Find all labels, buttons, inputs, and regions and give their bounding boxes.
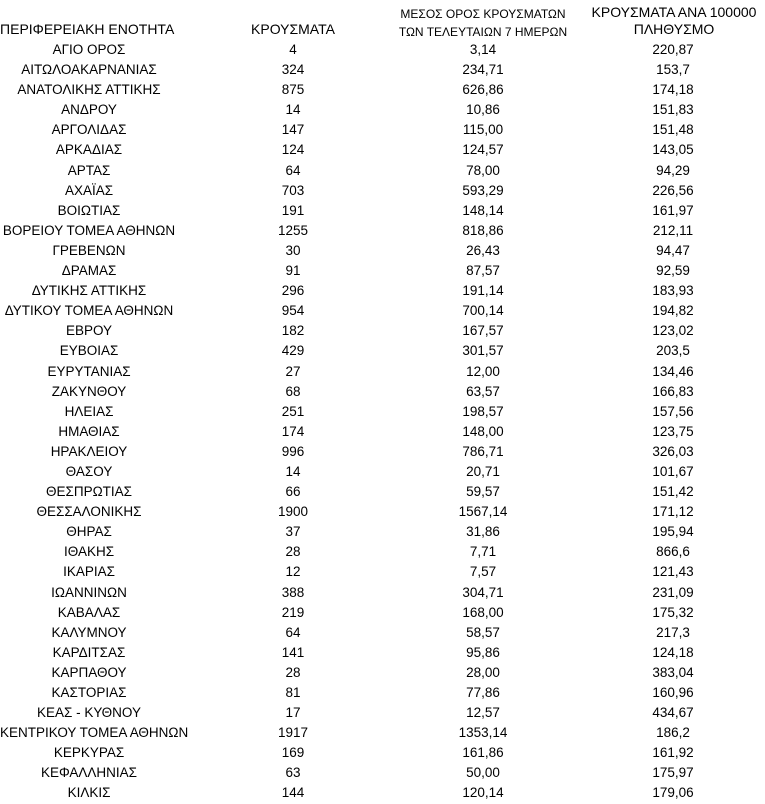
table-row bbox=[0, 683, 765, 703]
region-cell: ΑΝΔΡΟΥ bbox=[61, 102, 117, 118]
per100k-cell: 94,47 bbox=[656, 242, 690, 258]
avg-cell: 198,57 bbox=[462, 403, 504, 419]
table-row bbox=[0, 80, 765, 100]
avg-cell: 115,00 bbox=[462, 122, 504, 138]
per100k-cell: 166,83 bbox=[652, 383, 694, 399]
cases-cell: 4 bbox=[289, 42, 297, 57]
table-body bbox=[0, 40, 765, 804]
cases-cell: 91 bbox=[285, 263, 301, 279]
cases-cell: 1900 bbox=[277, 504, 309, 520]
cases-cell: 64 bbox=[285, 162, 301, 178]
region-cell: ΙΘΑΚΗΣ bbox=[63, 544, 115, 560]
cases-cell: 1255 bbox=[277, 222, 309, 238]
avg-cell: 12,00 bbox=[466, 363, 500, 379]
cases-cell: 147 bbox=[281, 122, 305, 138]
per100k-cell: 220,87 bbox=[652, 42, 694, 57]
avg-cell: 77,86 bbox=[466, 685, 500, 700]
per100k-cell: 212,11 bbox=[652, 222, 694, 238]
per100k-cell: 124,18 bbox=[652, 644, 694, 660]
region-cell: ΙΩΑΝΝΙΝΩΝ bbox=[51, 584, 127, 600]
region-cell: ΖΑΚΥΝΘΟΥ bbox=[51, 383, 127, 399]
avg-cell: 191,14 bbox=[462, 283, 504, 299]
avg-cell: 786,71 bbox=[462, 443, 504, 459]
table-row bbox=[0, 663, 765, 683]
per100k-cell: 153,7 bbox=[656, 62, 690, 78]
avg-cell: 1567,14 bbox=[458, 504, 508, 520]
header-avg-line2: ΤΩΝ ΤΕΛΕΥΤΑΙΩΝ 7 ΗΜΕΡΩΝ bbox=[398, 25, 568, 39]
avg-cell: 148,00 bbox=[462, 423, 504, 439]
avg-cell: 95,86 bbox=[466, 644, 500, 660]
region-cell: ΒΟΙΩΤΙΑΣ bbox=[57, 202, 121, 218]
avg-cell: 301,57 bbox=[462, 343, 504, 359]
avg-cell: 168,00 bbox=[462, 604, 504, 620]
avg-cell: 10,86 bbox=[466, 102, 500, 118]
avg-cell: 593,29 bbox=[462, 182, 504, 198]
region-cell: ΚΑΣΤΟΡΙΑΣ bbox=[51, 685, 127, 700]
per100k-cell: 866,6 bbox=[656, 544, 690, 560]
region-cell: ΑΡΓΟΛΙΔΑΣ bbox=[51, 122, 127, 138]
table-row bbox=[0, 723, 765, 743]
cases-cell: 63 bbox=[285, 765, 301, 781]
table-row bbox=[0, 241, 765, 261]
per100k-cell: 134,46 bbox=[652, 363, 694, 379]
cases-cell: 81 bbox=[285, 685, 301, 700]
region-cell: ΑΡΤΑΣ bbox=[67, 162, 111, 178]
region-cell: ΗΛΕΙΑΣ bbox=[64, 403, 114, 419]
table-row bbox=[0, 201, 765, 221]
per100k-cell: 161,97 bbox=[652, 202, 694, 218]
avg-cell: 120,14 bbox=[462, 785, 504, 801]
table-row bbox=[0, 181, 765, 201]
cases-cell: 429 bbox=[281, 343, 305, 359]
table-row bbox=[0, 783, 765, 803]
avg-cell: 50,00 bbox=[466, 765, 500, 781]
region-cell: ΚΑΡΠΑΘΟΥ bbox=[51, 664, 127, 680]
region-cell: ΕΒΡΟΥ bbox=[65, 323, 113, 339]
cases-cell: 174 bbox=[281, 423, 305, 439]
per100k-cell: 203,5 bbox=[656, 343, 690, 359]
header-cases-per-100k bbox=[586, 4, 762, 38]
cases-cell: 875 bbox=[281, 82, 305, 98]
cases-cell: 219 bbox=[281, 604, 305, 620]
region-cell: ΚΕΑΣ - ΚΥΘΝΟΥ bbox=[37, 705, 141, 721]
region-cell: ΘΕΣΠΡΩΤΙΑΣ bbox=[45, 484, 133, 500]
table-row bbox=[0, 60, 765, 80]
cases-cell: 141 bbox=[281, 644, 305, 660]
table-row bbox=[0, 462, 765, 482]
region-cell: ΑΝΑΤΟΛΙΚΗΣ ΑΤΤΙΚΗΣ bbox=[17, 82, 161, 98]
region-cell: ΕΥΒΟΙΑΣ bbox=[59, 343, 119, 359]
cases-cell: 324 bbox=[281, 62, 305, 78]
cases-cell: 27 bbox=[285, 363, 301, 379]
cases-cell: 14 bbox=[285, 463, 301, 479]
region-cell: ΗΜΑΘΙΑΣ bbox=[58, 423, 120, 439]
region-cell: ΕΥΡΥΤΑΝΙΑΣ bbox=[47, 363, 131, 379]
per100k-cell: 179,06 bbox=[652, 785, 694, 801]
per100k-cell: 94,29 bbox=[656, 162, 690, 178]
region-cell: ΚΑΛΥΜΝΟΥ bbox=[51, 624, 127, 640]
table-row bbox=[0, 542, 765, 562]
region-cell: ΚΑΒΑΛΑΣ bbox=[57, 604, 121, 620]
region-cell: ΘΗΡΑΣ bbox=[66, 524, 112, 540]
per100k-cell: 161,92 bbox=[652, 745, 694, 761]
avg-cell: 626,86 bbox=[462, 82, 504, 98]
header-seven-day-average bbox=[378, 5, 588, 41]
table-row bbox=[0, 522, 765, 542]
cases-cell: 66 bbox=[285, 484, 301, 500]
region-cell: ΘΑΣΟΥ bbox=[65, 463, 113, 479]
per100k-cell: 123,02 bbox=[652, 323, 694, 339]
cases-cell: 30 bbox=[285, 242, 301, 258]
region-cell: ΚΕΝΤΡΙΚΟΥ ΤΟΜΕΑ ΑΘΗΝΩΝ bbox=[0, 725, 189, 741]
cases-cell: 64 bbox=[285, 624, 301, 640]
header-per-line2: ΠΛΗΘΥΣΜΟ bbox=[633, 21, 715, 37]
cases-cell: 28 bbox=[285, 544, 301, 560]
per100k-cell: 92,59 bbox=[656, 263, 690, 279]
region-cell: ΑΧΑΪΑΣ bbox=[64, 182, 114, 198]
avg-cell: 28,00 bbox=[466, 664, 500, 680]
per100k-cell: 123,75 bbox=[652, 423, 694, 439]
region-cell: ΔΥΤΙΚΟΥ ΤΟΜΕΑ ΑΘΗΝΩΝ bbox=[4, 303, 174, 319]
per100k-cell: 151,42 bbox=[652, 484, 694, 500]
avg-cell: 20,71 bbox=[466, 463, 500, 479]
cases-cell: 1917 bbox=[277, 725, 309, 741]
cases-cell: 251 bbox=[281, 403, 305, 419]
per100k-cell: 226,56 bbox=[652, 182, 694, 198]
avg-cell: 7,71 bbox=[469, 544, 497, 560]
table-row bbox=[0, 562, 765, 582]
per100k-cell: 160,96 bbox=[652, 685, 694, 700]
region-cell: ΘΕΣΣΑΛΟΝΙΚΗΣ bbox=[36, 504, 142, 520]
avg-cell: 7,57 bbox=[469, 564, 497, 580]
avg-cell: 148,14 bbox=[462, 202, 504, 218]
table-row bbox=[0, 623, 765, 643]
avg-cell: 818,86 bbox=[462, 222, 504, 238]
table-row bbox=[0, 261, 765, 281]
avg-cell: 304,71 bbox=[462, 584, 504, 600]
header-cases: ΚΡΟΥΣΜΑΤΑ bbox=[251, 21, 335, 37]
per100k-cell: 383,04 bbox=[652, 664, 694, 680]
region-cell: ΑΓΙΟ ΟΡΟΣ bbox=[52, 42, 126, 57]
cases-cell: 388 bbox=[281, 584, 305, 600]
per100k-cell: 194,82 bbox=[652, 303, 694, 319]
table-row bbox=[0, 703, 765, 723]
table-row bbox=[0, 120, 765, 140]
per100k-cell: 231,09 bbox=[652, 584, 694, 600]
per100k-cell: 175,97 bbox=[652, 765, 694, 781]
table-row bbox=[0, 321, 765, 341]
table-row bbox=[0, 362, 765, 382]
per100k-cell: 434,67 bbox=[652, 705, 694, 721]
region-cell: ΚΙΛΚΙΣ bbox=[67, 785, 111, 801]
avg-cell: 3,14 bbox=[469, 42, 497, 57]
avg-cell: 1353,14 bbox=[458, 725, 508, 741]
region-cell: ΑΡΚΑΔΙΑΣ bbox=[55, 142, 123, 158]
table-row bbox=[0, 482, 765, 502]
table-row bbox=[0, 221, 765, 241]
cases-cell: 703 bbox=[281, 182, 305, 198]
avg-cell: 59,57 bbox=[466, 484, 500, 500]
per100k-cell: 326,03 bbox=[652, 443, 694, 459]
per100k-cell: 171,12 bbox=[652, 504, 694, 520]
cases-cell: 17 bbox=[285, 705, 301, 721]
per100k-cell: 175,32 bbox=[652, 604, 694, 620]
avg-cell: 26,43 bbox=[466, 242, 500, 258]
region-cell: ΔΡΑΜΑΣ bbox=[61, 263, 117, 279]
avg-cell: 12,57 bbox=[466, 705, 500, 721]
region-cell: ΚΑΡΔΙΤΣΑΣ bbox=[52, 644, 126, 660]
cases-cell: 182 bbox=[281, 323, 305, 339]
avg-cell: 87,57 bbox=[466, 263, 500, 279]
avg-cell: 78,00 bbox=[466, 162, 500, 178]
per100k-cell: 143,05 bbox=[652, 142, 694, 158]
table-row bbox=[0, 382, 765, 402]
per100k-cell: 101,67 bbox=[652, 463, 694, 479]
per100k-cell: 151,48 bbox=[652, 122, 694, 138]
avg-cell: 31,86 bbox=[466, 524, 500, 540]
per100k-cell: 174,18 bbox=[652, 82, 694, 98]
avg-cell: 167,57 bbox=[462, 323, 504, 339]
per100k-cell: 183,93 bbox=[652, 283, 694, 299]
table-row bbox=[0, 422, 765, 442]
cases-cell: 28 bbox=[285, 664, 301, 680]
region-cell: ΙΚΑΡΙΑΣ bbox=[63, 564, 115, 580]
per100k-cell: 217,3 bbox=[656, 624, 690, 640]
table-row bbox=[0, 603, 765, 623]
header-avg-line1: ΜΕΣΟΣ ΟΡΟΣ ΚΡΟΥΣΜΑΤΩΝ bbox=[400, 7, 566, 21]
cases-cell: 14 bbox=[285, 102, 301, 118]
table-row bbox=[0, 402, 765, 422]
table-row bbox=[0, 743, 765, 763]
cases-cell: 12 bbox=[285, 564, 301, 580]
region-cell: ΔΥΤΙΚΗΣ ΑΤΤΙΚΗΣ bbox=[31, 283, 147, 299]
table-row bbox=[0, 442, 765, 462]
header-region: ΠΕΡΙΦΕΡΕΙΑΚΗ ΕΝΟΤΗΤΑ bbox=[0, 21, 175, 37]
table-row bbox=[0, 161, 765, 181]
per100k-cell: 121,43 bbox=[652, 564, 694, 580]
region-cell: ΗΡΑΚΛΕΙΟΥ bbox=[50, 443, 128, 459]
table-row bbox=[0, 40, 765, 60]
per100k-cell: 186,2 bbox=[656, 725, 690, 741]
region-cell: ΚΕΡΚΥΡΑΣ bbox=[53, 745, 125, 761]
avg-cell: 58,57 bbox=[466, 624, 500, 640]
avg-cell: 700,14 bbox=[462, 303, 504, 319]
cases-cell: 37 bbox=[285, 524, 301, 540]
avg-cell: 63,57 bbox=[466, 383, 500, 399]
region-cell: ΓΡΕΒΕΝΩΝ bbox=[52, 242, 126, 258]
cases-cell: 191 bbox=[281, 202, 305, 218]
cases-cell: 954 bbox=[281, 303, 305, 319]
table-row bbox=[0, 100, 765, 120]
region-cell: ΚΕΦΑΛΛΗΝΙΑΣ bbox=[40, 765, 138, 781]
per100k-cell: 157,56 bbox=[652, 403, 694, 419]
table-row bbox=[0, 763, 765, 783]
per100k-cell: 195,94 bbox=[652, 524, 694, 540]
table-row bbox=[0, 301, 765, 321]
cases-cell: 169 bbox=[281, 745, 305, 761]
avg-cell: 234,71 bbox=[462, 62, 504, 78]
cases-cell: 124 bbox=[281, 142, 305, 158]
avg-cell: 124,57 bbox=[462, 142, 504, 158]
table-row bbox=[0, 583, 765, 603]
region-cell: ΒΟΡΕΙΟΥ ΤΟΜΕΑ ΑΘΗΝΩΝ bbox=[2, 222, 176, 238]
table-row bbox=[0, 281, 765, 301]
header-per-line1: ΚΡΟΥΣΜΑΤΑ ΑΝΑ 100000 bbox=[591, 4, 757, 20]
region-cell: ΑΙΤΩΛΟΑΚΑΡΝΑΝΙΑΣ bbox=[21, 62, 157, 78]
table-row bbox=[0, 643, 765, 663]
per100k-cell: 151,83 bbox=[652, 102, 694, 118]
cases-cell: 144 bbox=[281, 785, 305, 801]
avg-cell: 161,86 bbox=[462, 745, 504, 761]
cases-cell: 68 bbox=[285, 383, 301, 399]
cases-cell: 296 bbox=[281, 283, 305, 299]
table-row bbox=[0, 502, 765, 522]
cases-cell: 996 bbox=[281, 443, 305, 459]
table-row bbox=[0, 341, 765, 361]
table-row bbox=[0, 140, 765, 160]
